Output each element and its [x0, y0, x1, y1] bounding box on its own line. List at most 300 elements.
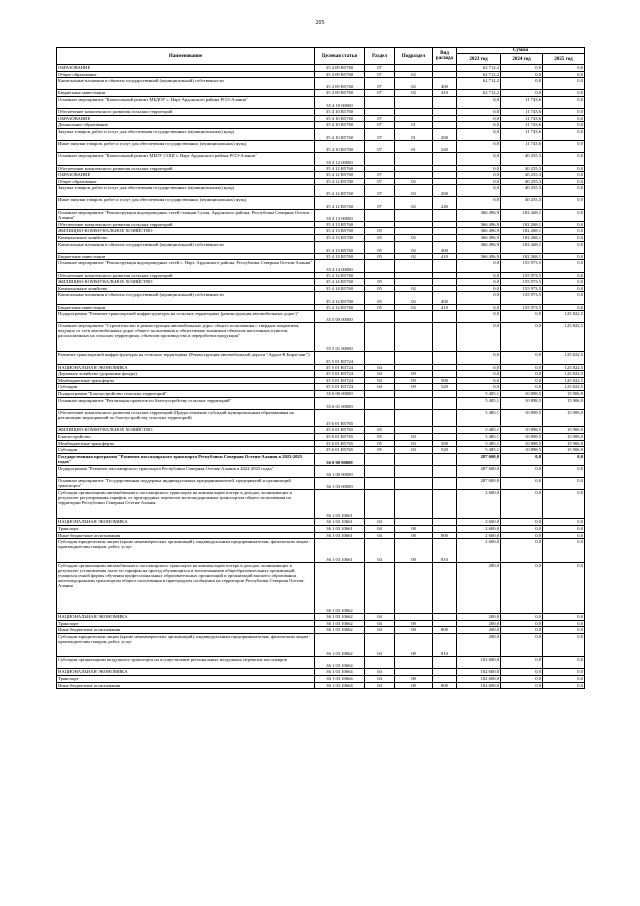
row-sum-2025: 0,0 [543, 675, 585, 682]
row-sum-2025: 0,0 [543, 657, 585, 669]
table-row [57, 115, 585, 122]
table-row [57, 178, 585, 185]
row-target-article: 35 6 01 R5765 [315, 447, 365, 454]
row-sum-2023: 200,0 [457, 613, 501, 620]
row-sum-2023: 0,0 [457, 197, 501, 209]
row-sum-2024: 0,0 [501, 90, 543, 97]
row-name: Основное мероприятие "Капитальный ремонт МБОУ СОШ с. Нарт Ардонского района РСО-Алания" [57, 153, 315, 165]
row-subsection: 02 [395, 285, 433, 292]
row-expense-type: 800 [433, 627, 457, 634]
row-subsection: 08 [395, 539, 433, 562]
row-name: Основное мероприятие "Государственная поддержка индивидуальных предпринимателей, предприятий и организаций транспорта" [57, 478, 315, 490]
row-section: 05 [365, 304, 395, 311]
row-sum-2023: 62 712,2 [457, 78, 501, 90]
row-sum-2024: 0,0 [501, 371, 543, 378]
row-expense-type: 200 [433, 185, 457, 197]
row-expense-type [433, 478, 457, 490]
row-sum-2023: 287 600,0 [457, 478, 501, 490]
table-row [57, 627, 585, 634]
row-sum-2024: 0,0 [501, 675, 543, 682]
row-expense-type [433, 466, 457, 478]
row-expense-type: 500 [433, 440, 457, 447]
row-section [365, 657, 395, 669]
row-expense-type [433, 323, 457, 352]
row-sum-2023: 102 600,0 [457, 682, 501, 689]
row-sum-2024: 0,0 [501, 377, 543, 384]
row-sum-2023: 0,0 [457, 292, 501, 304]
row-subsection [395, 562, 433, 613]
row-subsection: 08 [395, 682, 433, 689]
row-sum-2025: 0,0 [543, 478, 585, 490]
table-row [57, 447, 585, 454]
table-row [57, 122, 585, 129]
row-expense-type: 810 [433, 633, 457, 656]
table-row [57, 620, 585, 627]
row-target-article: 36 1 03 10662 [315, 633, 365, 656]
row-section: 04 [365, 669, 395, 676]
row-name: Основное мероприятие "Строительство и реконструкция автомобильных дорог общего пользования с твердым покрытием, ведущих от сети автомобильных дорог общего пользования к общественно значимым объектам населенных пунктов, расположенных на сельских территориях, объектам производства и переработки продукции" [57, 323, 315, 352]
row-section [365, 478, 395, 490]
row-sum-2025: 0,0 [543, 620, 585, 627]
row-subsection [395, 466, 433, 478]
row-sum-2025: 15 906,9 [543, 440, 585, 447]
row-expense-type [433, 562, 457, 613]
row-section [365, 221, 395, 228]
row-section [365, 109, 395, 116]
row-sum-2023: 0,0 [457, 304, 501, 311]
row-sum-2023: 200,0 [457, 562, 501, 613]
row-sum-2024: 40 255,3 [501, 153, 543, 165]
row-name: Подпрограмма "Развитие пассажирского транспорта Республики Северная Осетия-Алания в 2022-2025 годах" [57, 466, 315, 478]
row-expense-type [433, 390, 457, 397]
header-section: Раздел [365, 48, 395, 65]
row-sum-2024: 182 268,1 [501, 235, 543, 242]
row-section: 07 [365, 71, 395, 78]
row-target-article: 35 4 13 R5760 [315, 253, 365, 260]
row-name: Бюджетные инвестиции [57, 90, 315, 97]
row-sum-2024: 0,0 [501, 620, 543, 627]
row-target-article: 35 4 12 00000 [315, 153, 365, 165]
row-name: Государственная программа "Развитие пассажирского транспорта Республики Северная Осетия-Алания в 2022-2025 годах" [57, 453, 315, 465]
row-sum-2023: 0,0 [457, 377, 501, 384]
table-row [57, 165, 585, 172]
row-target-article: 35 4 14 R5760 [315, 292, 365, 304]
table-row [57, 65, 585, 72]
row-sum-2023: 2 600,0 [457, 526, 501, 533]
row-sum-2024: 0,0 [501, 78, 543, 90]
table-row [57, 371, 585, 378]
table-row [57, 109, 585, 116]
row-expense-type [433, 178, 457, 185]
row-name: Обеспечение комплексного развития сельских территорий [57, 109, 315, 116]
row-subsection [395, 153, 433, 165]
row-target-article: 36 1 03 10664 [315, 669, 365, 676]
row-subsection: 01 [395, 128, 433, 140]
row-target-article: 36 1 03 10661 [315, 532, 365, 539]
table-row [57, 409, 585, 427]
row-subsection: 02 [395, 71, 433, 78]
row-target-article: 35 6 01 00000 [315, 397, 365, 409]
header-year-2023: 2023 год [457, 54, 501, 65]
row-sum-2024: 0,0 [501, 71, 543, 78]
row-target-article: 35 4 14 R5760 [315, 279, 365, 286]
row-section: 07 [365, 141, 395, 153]
table-row [57, 71, 585, 78]
row-sum-2024: 0,0 [501, 323, 543, 352]
row-sum-2025: 15 906,9 [543, 434, 585, 441]
row-subsection [395, 490, 433, 519]
row-section [365, 153, 395, 165]
row-sum-2023: 0,0 [457, 260, 501, 272]
row-subsection [395, 409, 433, 427]
row-sum-2024: 10 898,5 [501, 434, 543, 441]
row-name: Субсидии [57, 447, 315, 454]
row-section: 04 [365, 532, 395, 539]
row-section: 05 [365, 427, 395, 434]
table-row [57, 304, 585, 311]
row-name: Транспорт [57, 620, 315, 627]
row-sum-2023: 366 496,9 [457, 253, 501, 260]
row-sum-2023: 5 485,1 [457, 447, 501, 454]
row-name: Капитальные вложения в объекты государственной (муниципальной) собственности [57, 241, 315, 253]
table-row [57, 669, 585, 676]
row-expense-type [433, 279, 457, 286]
row-target-article: 35 4 09 R5760 [315, 90, 365, 97]
row-sum-2024: 10 898,5 [501, 390, 543, 397]
row-expense-type: 800 [433, 532, 457, 539]
table-row [57, 682, 585, 689]
row-name: Бюджетные инвестиции [57, 304, 315, 311]
row-sum-2023: 366 496,9 [457, 228, 501, 235]
row-name: Иные бюджетные ассигнования [57, 627, 315, 634]
row-sum-2025: 0,0 [543, 235, 585, 242]
table-row [57, 172, 585, 179]
row-sum-2024: 0,0 [501, 519, 543, 526]
table-row [57, 235, 585, 242]
row-sum-2025: 0,0 [543, 526, 585, 533]
row-subsection [395, 115, 433, 122]
table-row [57, 78, 585, 90]
header-target-article: Целевая статья [315, 48, 365, 65]
row-expense-type [433, 613, 457, 620]
row-section [365, 96, 395, 108]
row-sum-2025: 0,0 [543, 466, 585, 478]
row-subsection: 02 [395, 304, 433, 311]
row-sum-2023: 0,0 [457, 153, 501, 165]
row-sum-2025: 125 822,5 [543, 311, 585, 323]
row-sum-2025: 0,0 [543, 65, 585, 72]
row-target-article: 35 4 12 R5760 [315, 165, 365, 172]
row-sum-2024: 155 973,5 [501, 260, 543, 272]
row-target-article: 35 4 13 R5760 [315, 235, 365, 242]
row-name: Иные закупки товаров, работ и услуг для обеспечения государственных (муниципальных) нужд [57, 197, 315, 209]
row-expense-type [433, 115, 457, 122]
row-sum-2024: 182 268,1 [501, 228, 543, 235]
row-sum-2025: 0,0 [543, 165, 585, 172]
row-sum-2023: 287 600,0 [457, 453, 501, 465]
row-expense-type: 410 [433, 90, 457, 97]
row-expense-type: 400 [433, 241, 457, 253]
row-sum-2023: 0,0 [457, 323, 501, 352]
row-target-article: 36 1 03 10661 [315, 519, 365, 526]
row-sum-2025: 0,0 [543, 539, 585, 562]
row-section: 04 [365, 613, 395, 620]
row-expense-type [433, 209, 457, 221]
row-target-article: 35 6 01 R5765 [315, 409, 365, 427]
row-subsection [395, 669, 433, 676]
row-sum-2024: 10 898,5 [501, 427, 543, 434]
row-sum-2023: 2 600,0 [457, 519, 501, 526]
row-expense-type [433, 272, 457, 279]
row-target-article: 35 6 01 R5765 [315, 427, 365, 434]
row-subsection [395, 427, 433, 434]
row-sum-2024: 0,0 [501, 682, 543, 689]
row-subsection: 08 [395, 620, 433, 627]
row-expense-type [433, 122, 457, 129]
row-sum-2025: 0,0 [543, 260, 585, 272]
row-name: ОБРАЗОВАНИЕ [57, 172, 315, 179]
row-subsection [395, 364, 433, 371]
row-sum-2023: 0,0 [457, 371, 501, 378]
row-sum-2024: 0,0 [501, 466, 543, 478]
row-section: 07 [365, 178, 395, 185]
row-sum-2023: 0,0 [457, 165, 501, 172]
row-expense-type: 810 [433, 539, 457, 562]
row-target-article: 36 1 03 10661 [315, 490, 365, 519]
row-sum-2024: 11 743,6 [501, 122, 543, 129]
row-sum-2023: 0,0 [457, 185, 501, 197]
row-expense-type [433, 311, 457, 323]
table-row [57, 197, 585, 209]
row-target-article: 35 5 01 R3724 [315, 371, 365, 378]
row-sum-2024: 0,0 [501, 627, 543, 634]
row-section: 04 [365, 526, 395, 533]
table-row [57, 90, 585, 97]
row-sum-2025: 0,0 [543, 209, 585, 221]
row-sum-2025: 0,0 [543, 633, 585, 656]
row-target-article: 35 4 14 R5760 [315, 272, 365, 279]
row-name: Основное мероприятие "Реализация проектов по благоустройству сельских территорий" [57, 397, 315, 409]
page-number: 205 [315, 20, 325, 26]
table-body [57, 65, 585, 689]
row-sum-2023: 5 485,1 [457, 434, 501, 441]
row-sum-2025: 0,0 [543, 562, 585, 613]
row-section [365, 323, 395, 352]
table-row [57, 185, 585, 197]
row-sum-2025: 0,0 [543, 197, 585, 209]
table-row [57, 657, 585, 669]
row-sum-2023: 200,0 [457, 627, 501, 634]
row-name: Иные бюджетные ассигнования [57, 532, 315, 539]
row-sum-2023: 200,0 [457, 620, 501, 627]
table-row [57, 633, 585, 656]
row-target-article: 35 5 01 R3724 [315, 384, 365, 391]
row-subsection [395, 209, 433, 221]
row-target-article: 36 1 03 10664 [315, 657, 365, 669]
row-sum-2024: 40 255,3 [501, 197, 543, 209]
table-row [57, 397, 585, 409]
row-name: Субсидии организациям воздушного транспорта на осуществление региональных воздушных перевозок пассажиров [57, 657, 315, 669]
row-subsection [395, 657, 433, 669]
row-section [365, 272, 395, 279]
row-sum-2025: 0,0 [543, 141, 585, 153]
row-sum-2025: 0,0 [543, 304, 585, 311]
row-sum-2023: 62 712,2 [457, 90, 501, 97]
row-section: 04 [365, 519, 395, 526]
row-expense-type [433, 620, 457, 627]
row-sum-2024: 40 255,3 [501, 185, 543, 197]
table-row [57, 613, 585, 620]
table-row [57, 427, 585, 434]
row-subsection [395, 165, 433, 172]
row-section [365, 453, 395, 465]
row-sum-2025: 0,0 [543, 128, 585, 140]
row-sum-2024: 155 973,5 [501, 304, 543, 311]
row-subsection: 02 [395, 197, 433, 209]
row-sum-2023: 0,0 [457, 311, 501, 323]
row-subsection: 02 [395, 241, 433, 253]
row-name: ЖИЛИЩНО-КОММУНАЛЬНОЕ ХОЗЯЙСТВО [57, 279, 315, 286]
row-name: Субсидии юридическим лицам (кроме некоммерческих организаций), индивидуальным предпринимателям, физическим лицам - производителям товаров, работ, услуг [57, 539, 315, 562]
row-name: Бюджетные инвестиции [57, 253, 315, 260]
row-sum-2023: 0,0 [457, 272, 501, 279]
row-sum-2025: 0,0 [543, 115, 585, 122]
row-subsection: 02 [395, 185, 433, 197]
row-sum-2025: 0,0 [543, 185, 585, 197]
row-target-article: 35 4 12 R5760 [315, 197, 365, 209]
row-sum-2023: 0,0 [457, 279, 501, 286]
row-sum-2023: 0,0 [457, 96, 501, 108]
row-expense-type: 400 [433, 292, 457, 304]
row-subsection [395, 397, 433, 409]
table-row [57, 285, 585, 292]
row-name: Благоустройство [57, 434, 315, 441]
row-subsection: 02 [395, 235, 433, 242]
row-sum-2024: 155 973,5 [501, 279, 543, 286]
table-row [57, 128, 585, 140]
row-target-article: 35 4 09 R5760 [315, 65, 365, 72]
row-sum-2023: 0,0 [457, 128, 501, 140]
row-name: Дорожное хозяйство (дорожные фонды) [57, 371, 315, 378]
row-sum-2025: 0,0 [543, 669, 585, 676]
row-expense-type [433, 221, 457, 228]
table-header [57, 48, 585, 65]
row-section: 07 [365, 185, 395, 197]
row-expense-type [433, 235, 457, 242]
row-section: 05 [365, 241, 395, 253]
row-subsection: 08 [395, 633, 433, 656]
row-sum-2024: 182 268,1 [501, 209, 543, 221]
row-target-article: 35 4 09 R5760 [315, 78, 365, 90]
table-row [57, 241, 585, 253]
row-sum-2025: 0,0 [543, 253, 585, 260]
row-sum-2025: 0,0 [543, 613, 585, 620]
row-sum-2024: 0,0 [501, 669, 543, 676]
row-sum-2025: 0,0 [543, 682, 585, 689]
row-expense-type [433, 285, 457, 292]
row-target-article: 35 4 10 R5760 [315, 109, 365, 116]
row-target-article: 36 1 03 10662 [315, 620, 365, 627]
row-subsection: 03 [395, 440, 433, 447]
row-section: 04 [365, 682, 395, 689]
row-sum-2024: 0,0 [501, 364, 543, 371]
row-subsection: 09 [395, 371, 433, 378]
row-target-article: 35 4 12 R5760 [315, 172, 365, 179]
row-expense-type: 410 [433, 304, 457, 311]
table-row [57, 526, 585, 533]
table-row [57, 352, 585, 364]
row-subsection: 08 [395, 532, 433, 539]
row-sum-2023: 2 600,0 [457, 532, 501, 539]
row-sum-2024: 0,0 [501, 490, 543, 519]
row-subsection: 09 [395, 384, 433, 391]
row-sum-2025: 15 906,9 [543, 427, 585, 434]
row-sum-2025: 0,0 [543, 172, 585, 179]
row-section: 07 [365, 128, 395, 140]
row-sum-2024: 0,0 [501, 453, 543, 465]
row-target-article: 36 1 00 00000 [315, 466, 365, 478]
row-expense-type [433, 109, 457, 116]
row-section [365, 397, 395, 409]
row-target-article: 35 5 01 R3724 [315, 364, 365, 371]
row-sum-2023: 5 485,1 [457, 427, 501, 434]
row-target-article: 35 4 13 00000 [315, 209, 365, 221]
row-name: Общее образование [57, 71, 315, 78]
row-expense-type [433, 172, 457, 179]
row-sum-2025: 125 822,5 [543, 371, 585, 378]
row-sum-2023: 5 485,1 [457, 409, 501, 427]
row-target-article: 35 4 14 R5760 [315, 304, 365, 311]
row-section [365, 260, 395, 272]
table-row [57, 440, 585, 447]
row-sum-2025: 0,0 [543, 272, 585, 279]
row-expense-type [433, 71, 457, 78]
row-subsection: 02 [395, 292, 433, 304]
row-section: 04 [365, 364, 395, 371]
row-sum-2025: 0,0 [543, 627, 585, 634]
row-target-article: 35 5 01 00000 [315, 323, 365, 352]
row-section [365, 390, 395, 397]
row-sum-2024: 0,0 [501, 311, 543, 323]
row-expense-type: 240 [433, 197, 457, 209]
row-expense-type [433, 397, 457, 409]
row-sum-2025: 0,0 [543, 178, 585, 185]
row-target-article: 36 0 00 00000 [315, 453, 365, 465]
row-section: 05 [365, 285, 395, 292]
row-target-article: 36 1 03 10662 [315, 627, 365, 634]
row-target-article: 35 4 13 R5760 [315, 221, 365, 228]
row-subsection [395, 613, 433, 620]
row-section [365, 165, 395, 172]
row-section [365, 490, 395, 519]
row-section: 07 [365, 122, 395, 129]
table-row [57, 221, 585, 228]
row-sum-2023: 0,0 [457, 172, 501, 179]
row-sum-2023: 0,0 [457, 352, 501, 364]
row-sum-2024: 11 743,6 [501, 128, 543, 140]
row-subsection [395, 352, 433, 364]
row-target-article: 35 5 01 R3724 [315, 377, 365, 384]
table-row [57, 323, 585, 352]
table-row [57, 377, 585, 384]
row-expense-type [433, 260, 457, 272]
row-name: Транспорт [57, 675, 315, 682]
row-subsection [395, 65, 433, 72]
table-row [57, 434, 585, 441]
row-target-article: 36 1 03 10664 [315, 682, 365, 689]
row-section: 05 [365, 253, 395, 260]
row-sum-2023: 62 712,2 [457, 71, 501, 78]
